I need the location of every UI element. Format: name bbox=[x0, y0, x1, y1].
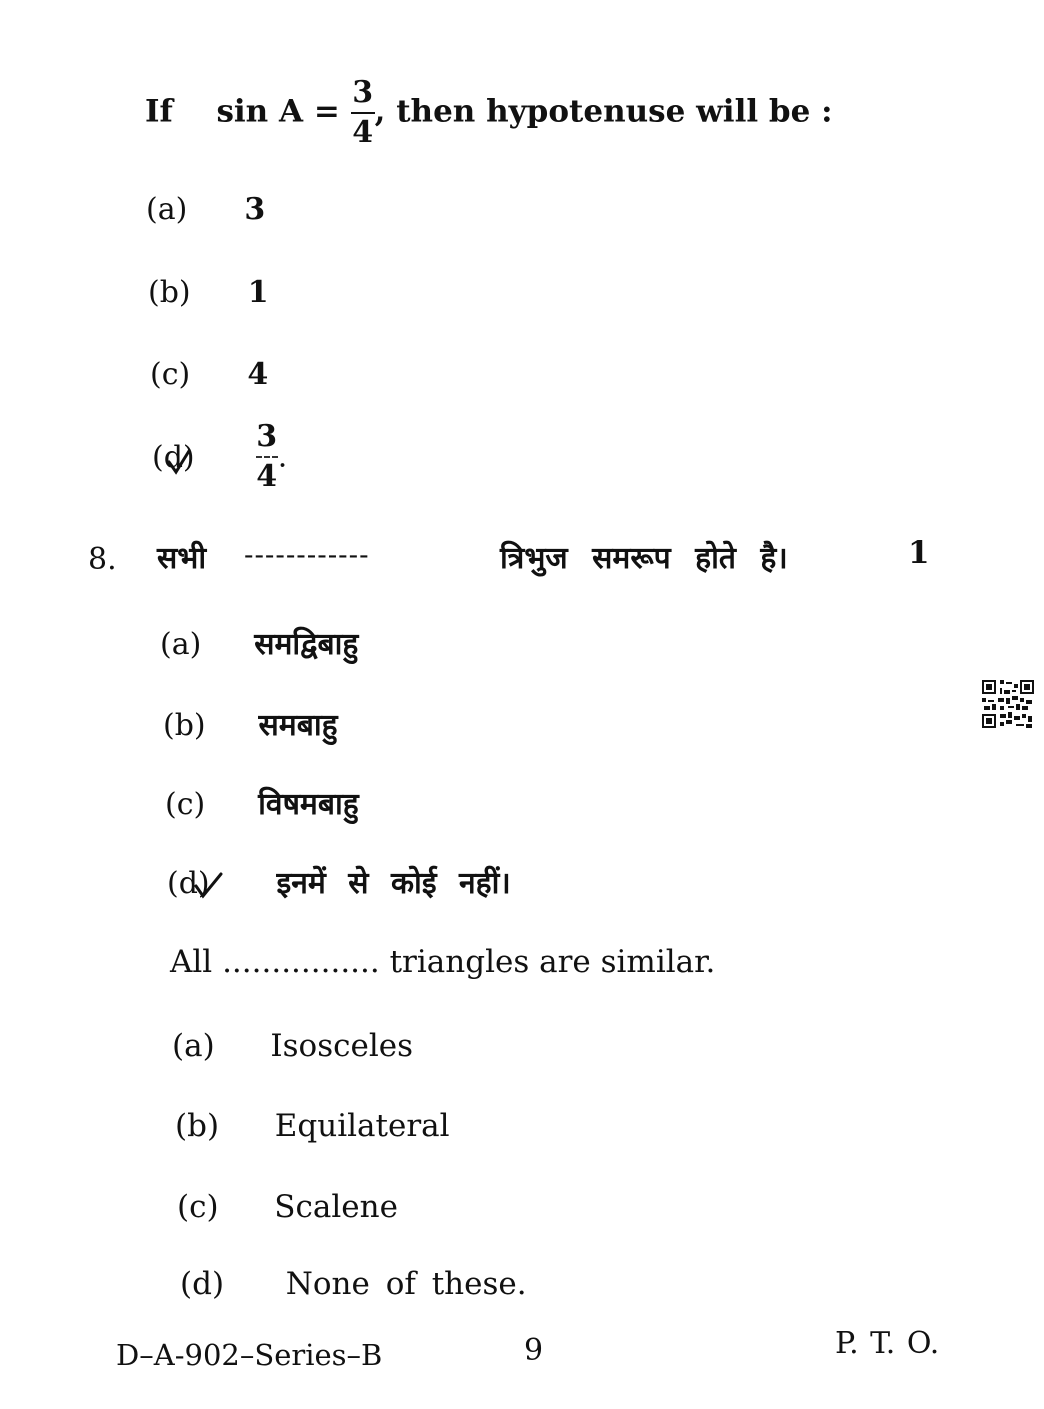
q8-hindi-blank: ------------ bbox=[244, 538, 370, 571]
fraction-numerator: 3 bbox=[256, 419, 278, 454]
option-label: (d) bbox=[152, 439, 195, 475]
option-text: समबाहु bbox=[258, 708, 338, 743]
q7-option-c bbox=[150, 357, 268, 392]
option-text: विषमबाहु bbox=[258, 787, 359, 822]
q7-fraction-numerator: 3 bbox=[352, 75, 374, 110]
q8-marks: 1 bbox=[908, 535, 930, 571]
q8-hindi-option-c bbox=[165, 782, 359, 823]
q8-english-option-d bbox=[180, 1266, 527, 1302]
q8-hindi-stem bbox=[157, 536, 206, 577]
check-mark-icon bbox=[192, 870, 224, 900]
q7-option-a bbox=[146, 192, 265, 227]
option-text: इनमें से कोई नहीं। bbox=[276, 866, 511, 901]
q8-english-option-b bbox=[175, 1108, 450, 1144]
footer-code: D–A-902–Series–B bbox=[116, 1338, 383, 1372]
option-text: None of these. bbox=[285, 1266, 527, 1302]
option-text: Equilateral bbox=[274, 1108, 450, 1144]
q8-english-stem: All ................ triangles are similar. bbox=[170, 944, 716, 980]
footer-pto: P. T. O. bbox=[835, 1326, 940, 1361]
option-text: समद्विबाहु bbox=[254, 627, 359, 662]
q7-option-d: (d) $\frac{3}{4}$ . bbox=[152, 419, 288, 494]
q8-hindi-option-a bbox=[160, 622, 358, 663]
option-label: (b) bbox=[163, 708, 206, 743]
option-label: (c) bbox=[177, 1189, 219, 1225]
option-label: (c) bbox=[150, 357, 191, 392]
q7-stem bbox=[145, 75, 833, 150]
option-label: (a) bbox=[160, 627, 202, 662]
q7-stem-suffix: , then hypotenuse will be : bbox=[374, 93, 833, 130]
option-label: (d) bbox=[180, 1266, 225, 1302]
page-number: 9 bbox=[524, 1333, 544, 1368]
option-label: (a) bbox=[172, 1028, 215, 1064]
option-text: Scalene bbox=[274, 1189, 398, 1225]
q8-hindi-option-b bbox=[163, 703, 338, 744]
option-label: (d) bbox=[167, 866, 210, 901]
q8-hindi-stem-end: त्रिभुज समरूप होते है। bbox=[500, 541, 788, 576]
option-label: (c) bbox=[165, 787, 206, 822]
q7-stem-func: sin A = bbox=[216, 93, 340, 130]
option-text: 4 bbox=[247, 357, 269, 392]
q7-fraction-denominator: 4 bbox=[352, 115, 374, 150]
option-label: (b) bbox=[148, 275, 191, 310]
option-text: Isosceles bbox=[270, 1028, 413, 1064]
check-mark-icon bbox=[166, 448, 192, 476]
q7-fraction bbox=[351, 75, 375, 150]
q8-english-option-a bbox=[172, 1028, 413, 1064]
q7-option-d-fraction bbox=[256, 419, 278, 494]
option-label: (a) bbox=[146, 192, 188, 227]
fraction-denominator: 4 bbox=[256, 459, 278, 494]
qr-code-icon bbox=[982, 680, 1034, 728]
q7-stem-prefix: If bbox=[145, 93, 173, 130]
option-label: (b) bbox=[175, 1108, 220, 1144]
q8-english-option-c bbox=[177, 1189, 398, 1225]
q7-option-b bbox=[148, 275, 269, 310]
option-text: 1 bbox=[247, 275, 269, 310]
q8-number: 8. bbox=[88, 542, 117, 577]
option-text: 3 bbox=[244, 192, 266, 227]
q8-hindi-stem-start: सभी bbox=[157, 541, 207, 576]
